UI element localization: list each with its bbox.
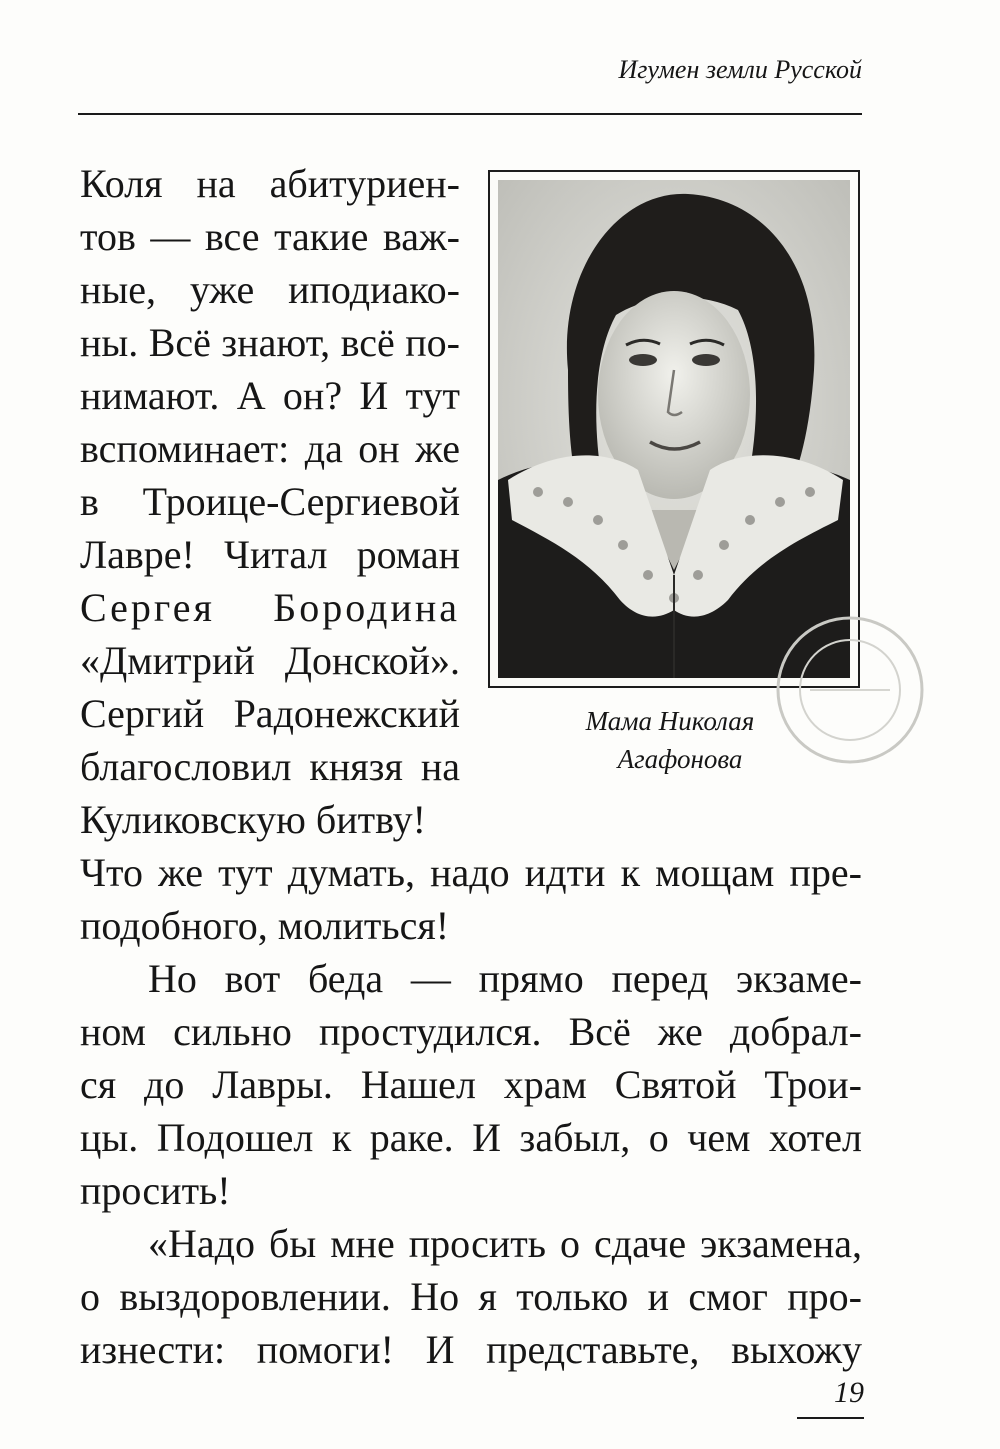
- body-line: Коля на абитуриен-: [80, 161, 460, 206]
- header-rule: [78, 113, 862, 115]
- body-line: цы. Подошел к раке. И забыл, о чем хотел: [80, 1115, 862, 1160]
- paragraph-start-line: Но вот беда — прямо перед экзаме-: [148, 956, 862, 1001]
- body-line: вспоминает: да он же: [80, 426, 460, 471]
- body-line: в Троице-Сергиевой: [80, 479, 460, 524]
- body-line: ны. Всё знают, всё по-: [80, 320, 460, 365]
- body-line: Сергея Бородина: [80, 585, 460, 630]
- footer-rule: [797, 1417, 864, 1419]
- photo-caption-line-2: Агафонова: [617, 744, 743, 774]
- body-line: нимают. А он? И тут: [80, 373, 460, 418]
- portrait-illustration: [498, 180, 850, 678]
- body-line: Что же тут думать, надо идти к мощам пре-: [80, 850, 862, 895]
- body-line: тов — все такие важ-: [80, 214, 460, 259]
- body-line: ные, уже иподиако-: [80, 267, 460, 312]
- page-number: 19: [834, 1376, 864, 1409]
- body-line: Куликовскую битву!: [80, 797, 426, 842]
- body-line: Сергий Радонежский: [80, 691, 460, 736]
- body-line: ся до Лавры. Нашел храм Святой Трои-: [80, 1062, 862, 1107]
- body-line: просить!: [80, 1168, 231, 1213]
- portrait-photo: [498, 180, 850, 678]
- body-line: о выздоровлении. Но я только и смог про-: [80, 1274, 862, 1319]
- body-line: «Дмитрий Донской».: [80, 638, 460, 683]
- body-line: ном сильно простудился. Всё же добрал-: [80, 1009, 862, 1054]
- paragraph-start-line: «Надо бы мне просить о сдаче экзамена,: [148, 1221, 862, 1266]
- body-line: Лавре! Читал роман: [80, 532, 460, 577]
- body-line: благословил князя на: [80, 744, 460, 789]
- running-title: Игумен земли Русской: [618, 55, 862, 84]
- body-line: подобного, молиться!: [80, 903, 450, 948]
- photo-caption-line-1: Мама Николая: [585, 706, 755, 736]
- body-line: изнести: помоги! И представьте, выхожу: [80, 1327, 862, 1372]
- photo-frame: [488, 170, 860, 688]
